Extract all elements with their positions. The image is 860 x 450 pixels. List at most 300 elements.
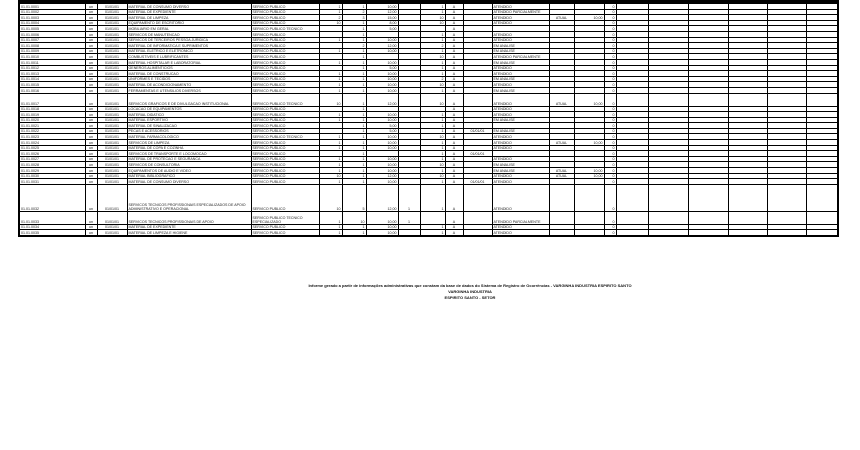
table-cell: A	[445, 230, 463, 236]
table-cell: ATENDIDO PARCIALMENTE	[492, 211, 549, 224]
table-cell: 2	[420, 76, 445, 82]
footer-line-2: VARGINHA INDUSTRIA	[448, 289, 492, 294]
table-cell: 10,00	[366, 179, 398, 185]
table-cell: MATERIAL DE COPA E COZINHA	[127, 145, 251, 151]
table-cell	[463, 211, 492, 224]
table-cell: SERVICO PUBLICO	[251, 48, 319, 54]
table-cell: 10,00	[366, 71, 398, 77]
table-cell: EM ANALISE	[492, 162, 549, 168]
table-cell: 1	[342, 123, 366, 129]
table-cell: 01.01.0018	[19, 106, 85, 112]
table-cell: SERVICOS GRAFICOS E DE DIVULGACAO INSTITUCIONAL	[127, 93, 251, 106]
table-cell: 0	[604, 59, 616, 65]
table-cell	[688, 230, 728, 236]
table-cell: MATERIAL DE LIMPEZA	[127, 15, 251, 21]
table-cell: SERVICO PUBLICO TECNICO ESPECIALIZADO	[251, 211, 319, 224]
table-cell: ATENDIDO	[492, 31, 549, 37]
table-cell: A	[445, 179, 463, 185]
table-cell: ATENDIDO	[492, 82, 549, 88]
table-cell	[648, 184, 688, 211]
table-cell: un	[85, 211, 97, 224]
table-cell: 5,00	[366, 123, 398, 129]
table-cell: 0	[604, 54, 616, 60]
table-cell: 5,00	[366, 26, 398, 32]
table-cell: 0	[604, 112, 616, 118]
table-cell: A	[445, 173, 463, 179]
table-cell: 1	[420, 87, 445, 93]
table-cell: SERVICO PUBLICO	[251, 123, 319, 129]
table-cell: un	[85, 15, 97, 21]
table-cell: 10,00	[366, 145, 398, 151]
table-cell: SERVICO PUBLICO	[251, 162, 319, 168]
table-cell: ATUAL	[549, 168, 574, 174]
table-cell: 10,00	[574, 173, 604, 179]
table-cell: MATERIAL HOSPITALAR E LABORATORIAL	[127, 59, 251, 65]
table-cell: 10,00	[366, 224, 398, 230]
table-cell: A	[445, 82, 463, 88]
table-cell: A	[445, 15, 463, 21]
table-cell	[767, 184, 806, 211]
table-cell: 0	[604, 48, 616, 54]
table-cell	[420, 211, 445, 224]
table-cell: 01/01/01	[97, 76, 127, 82]
table-cell: ATENDIDO	[492, 15, 549, 21]
table-cell: 1	[342, 162, 366, 168]
table-cell	[549, 2, 574, 9]
table-cell: A	[445, 117, 463, 123]
table-cell: 01.01.0010	[19, 54, 85, 60]
table-cell: 0	[604, 173, 616, 179]
table-cell: MATERIAL DE CONSUMO DIVERSO	[127, 2, 251, 9]
table-cell: 1	[319, 156, 342, 162]
table-cell: 10	[420, 20, 445, 26]
table-cell	[806, 211, 838, 224]
table-cell: 1	[420, 117, 445, 123]
table-cell: 0	[604, 224, 616, 230]
table-cell: SERVICO PUBLICO	[251, 31, 319, 37]
table-cell: SERVICO PUBLICO	[251, 184, 319, 211]
footer-line-3: ESPIRITO SANTO - SETOR	[444, 295, 496, 300]
table-cell	[616, 184, 648, 211]
table-cell: FERRAMENTAS E UTENSILIOS DIVERSOS	[127, 87, 251, 93]
table-cell: 01.01.0012	[19, 65, 85, 71]
table-cell: 10,00	[366, 82, 398, 88]
table-cell: un	[85, 82, 97, 88]
table-cell: 1	[319, 224, 342, 230]
table-cell: ATENDIDO	[492, 179, 549, 185]
table-cell: un	[85, 31, 97, 37]
table-cell: 1	[342, 128, 366, 134]
table-cell: 0	[604, 87, 616, 93]
table-cell: 10,00	[366, 2, 398, 9]
table-cell: SERVICO PUBLICO	[251, 43, 319, 49]
table-cell: 1	[319, 87, 342, 93]
table-row	[19, 93, 838, 106]
table-cell: ATENDIDO	[492, 134, 549, 140]
table-cell	[549, 230, 574, 236]
table-cell: ATENDIDO	[492, 156, 549, 162]
table-cell: 01/01/01	[97, 156, 127, 162]
table-cell: 1	[342, 65, 366, 71]
table-cell: 01.01.0032	[19, 184, 85, 211]
table-cell: SERVICO PUBLICO	[251, 230, 319, 236]
table-cell	[616, 93, 648, 106]
table-cell	[728, 93, 767, 106]
table-cell: ATENDIDO PARCIALMENTE	[492, 54, 549, 60]
table-cell: 1	[342, 37, 366, 43]
table-cell: 0	[604, 15, 616, 21]
table-cell: 10,00	[366, 37, 398, 43]
table-cell: un	[85, 168, 97, 174]
table-cell: 01/01/01	[97, 123, 127, 129]
table-cell: 0	[604, 31, 616, 37]
table-cell: A	[445, 128, 463, 134]
table-cell: MATERIAL DIDATICO	[127, 112, 251, 118]
table-cell: 01.01.0031	[19, 179, 85, 185]
table-cell: un	[85, 71, 97, 77]
table-cell: PECAS E ACESSORIOS	[127, 128, 251, 134]
table-cell: 01/01/01	[97, 151, 127, 157]
table-cell: 10	[420, 134, 445, 140]
table-cell: 12,00	[366, 93, 398, 106]
table-cell: 1	[319, 112, 342, 118]
table-cell: 01/01/01	[97, 211, 127, 224]
table-cell: SERVICO PUBLICO	[251, 140, 319, 146]
table-cell: 01.01.0019	[19, 112, 85, 118]
table-cell: 1	[319, 230, 342, 236]
table-cell: MATERIAL DE INFORMATICA E SUPRIMENTOS	[127, 43, 251, 49]
table-cell: A	[445, 76, 463, 82]
table-cell: 12,00	[366, 184, 398, 211]
table-cell	[728, 184, 767, 211]
table-cell	[549, 211, 574, 224]
table-cell: 01/01/01	[97, 112, 127, 118]
table-cell: un	[85, 134, 97, 140]
table-cell: SERVICO PUBLICO	[251, 2, 319, 9]
table-cell: 01.01.0024	[19, 140, 85, 146]
table-cell: 1	[342, 145, 366, 151]
table-cell: un	[85, 54, 97, 60]
table-cell: 0	[604, 184, 616, 211]
table-cell: 1	[420, 128, 445, 134]
table-cell: 1	[420, 112, 445, 118]
table-cell: 1	[342, 48, 366, 54]
table-cell: 0	[604, 140, 616, 146]
table-cell: 10,00	[366, 140, 398, 146]
table-cell: 01.01.0016	[19, 87, 85, 93]
table-cell: un	[85, 128, 97, 134]
table-cell: 1	[342, 2, 366, 9]
table-cell: 10	[420, 54, 445, 60]
table-cell: 01/01/01	[97, 145, 127, 151]
table-cell: 10	[420, 173, 445, 179]
table-cell: 5,00	[366, 128, 398, 134]
table-cell: A	[445, 184, 463, 211]
table-cell: 1	[319, 2, 342, 9]
table-cell: 10	[420, 162, 445, 168]
table-cell: 1	[420, 168, 445, 174]
table-cell: 1	[342, 59, 366, 65]
table-cell: 1	[342, 112, 366, 118]
table-cell: un	[85, 43, 97, 49]
table-cell: 01.01.0034	[19, 224, 85, 230]
table-cell: ATUAL	[549, 93, 574, 106]
table-cell: un	[85, 87, 97, 93]
table-cell: 1	[420, 37, 445, 43]
table-cell: 01.01.0027	[19, 156, 85, 162]
table-cell: 0	[604, 179, 616, 185]
table-cell: 1	[420, 9, 445, 15]
table-cell	[806, 93, 838, 106]
table-cell: 01.01.0003	[19, 15, 85, 21]
table-cell: A	[445, 106, 463, 112]
table-cell: SERVICO PUBLICO	[251, 106, 319, 112]
table-cell: un	[85, 59, 97, 65]
table-cell: 1	[342, 106, 366, 112]
table-cell: SERVICO PUBLICO	[251, 145, 319, 151]
table-cell	[574, 184, 604, 211]
table-cell: A	[445, 87, 463, 93]
table-cell: 01.01.0011	[19, 59, 85, 65]
table-cell: 10,00	[366, 112, 398, 118]
table-cell: A	[445, 140, 463, 146]
table-cell: 0	[604, 2, 616, 9]
table-cell: 01/01/01	[97, 162, 127, 168]
table-cell: 01.01.0008	[19, 43, 85, 49]
table-cell: 12,00	[366, 43, 398, 49]
table-cell: 01.01.0028	[19, 162, 85, 168]
table-cell: 01/01/01	[97, 173, 127, 179]
table-cell: 0	[604, 151, 616, 157]
table-cell: 01/01/01	[97, 179, 127, 185]
table-cell	[574, 211, 604, 224]
table-cell: 01/01/01	[97, 48, 127, 54]
footer-line-1: Informe gerado a partir de informações administrativas que constam da base de dados do Sistema de Registro de Ocorrências - VARGINHA INDUSTRIA ESPIRITO SANTO	[308, 283, 632, 288]
table-cell: 0	[604, 20, 616, 26]
table-cell: 1	[342, 168, 366, 174]
table-cell: 1	[342, 151, 366, 157]
table-cell: 01.01.0033	[19, 211, 85, 224]
table-cell: 0	[604, 76, 616, 82]
table-cell: A	[445, 162, 463, 168]
table-cell: ATENDIDO	[492, 65, 549, 71]
table-cell: SERVICO PUBLICO	[251, 179, 319, 185]
table-cell: 01/01/01	[97, 20, 127, 26]
table-cell: 01/01/01	[97, 134, 127, 140]
table-cell	[728, 211, 767, 224]
table-cell: 01/01/01	[97, 26, 127, 32]
table-cell: 01/01/01	[97, 2, 127, 9]
table-cell: SERVICO PUBLICO	[251, 168, 319, 174]
table-cell: SERVICO PUBLICO	[251, 54, 319, 60]
table-cell: A	[445, 112, 463, 118]
table-cell: SERVICO PUBLICO TECNICO	[251, 134, 319, 140]
table-cell: 10	[319, 20, 342, 26]
table-cell: 01/01/01	[97, 224, 127, 230]
table-cell: MATERIAL ELETRICO E ELETRONICO	[127, 48, 251, 54]
table-cell: 1	[342, 140, 366, 146]
table-cell: 01.01.0017	[19, 93, 85, 106]
table-cell: un	[85, 93, 97, 106]
table-cell: 2	[319, 15, 342, 21]
table-cell: ATENDIDO PARCIALMENTE	[492, 9, 549, 15]
table-cell: ATUAL	[549, 140, 574, 146]
table-cell: A	[445, 48, 463, 54]
table-cell: un	[85, 145, 97, 151]
table-cell: ATENDIDO	[492, 2, 549, 9]
table-cell: 10	[420, 15, 445, 21]
table-cell: 1	[319, 162, 342, 168]
table-row	[19, 2, 838, 9]
table-cell: un	[85, 156, 97, 162]
table-cell: 1	[420, 2, 445, 9]
table-cell: 1	[319, 71, 342, 77]
table-cell: A	[445, 156, 463, 162]
table-cell: ATENDIDO	[492, 112, 549, 118]
table-cell: A	[445, 9, 463, 15]
table-cell: UNIFORMES E TECIDOS	[127, 76, 251, 82]
table-cell: A	[445, 211, 463, 224]
table-cell: ATUAL	[549, 15, 574, 21]
table-cell: 10	[319, 93, 342, 106]
table-cell: un	[85, 123, 97, 129]
table-cell: 01/01/01	[97, 37, 127, 43]
table-cell	[767, 230, 806, 236]
table-cell: EM ANALISE	[492, 43, 549, 49]
table-cell: 10,00	[366, 87, 398, 93]
table-cell: 01.01.0022	[19, 128, 85, 134]
table-cell	[648, 93, 688, 106]
table-cell: SERVICOS TECNICOS PROFISSIONAIS DE APOIO	[127, 211, 251, 224]
table-cell: 01.01.0006	[19, 31, 85, 37]
table-cell: 1	[342, 26, 366, 32]
table-cell	[648, 230, 688, 236]
table-cell: 01/01/01	[97, 168, 127, 174]
table-cell: ATENDIDO	[492, 93, 549, 106]
table-cell: 01/01/01	[97, 106, 127, 112]
table-cell: 1	[342, 134, 366, 140]
table-cell: 1	[420, 59, 445, 65]
table-cell: 12,00	[366, 173, 398, 179]
table-cell: 1	[319, 134, 342, 140]
table-cell: ATENDIDO	[492, 37, 549, 43]
table-cell: 1	[420, 230, 445, 236]
table-cell: 1	[319, 179, 342, 185]
table-cell: SERVICO PUBLICO	[251, 9, 319, 15]
table-cell: EM ANALISE	[492, 117, 549, 123]
table-cell: 10,00	[366, 59, 398, 65]
table-cell	[648, 2, 688, 9]
table-cell	[463, 2, 492, 9]
table-cell: 0	[604, 65, 616, 71]
table-cell: 0	[604, 156, 616, 162]
table-cell	[463, 93, 492, 106]
table-cell: 0	[604, 162, 616, 168]
table-cell: 1	[342, 117, 366, 123]
table-cell: 10,00	[574, 93, 604, 106]
table-cell: A	[445, 59, 463, 65]
table-cell	[806, 2, 838, 9]
table-cell: SERVICO PUBLICO	[251, 87, 319, 93]
table-cell	[574, 230, 604, 236]
table-cell: 01.01.0005	[19, 26, 85, 32]
table-cell: 1	[420, 31, 445, 37]
table-cell	[767, 93, 806, 106]
table-cell: ATENDIDO	[492, 71, 549, 77]
table-cell: A	[445, 168, 463, 174]
table-cell: MATERIAL DE LIMPEZA E HIGIENE	[127, 230, 251, 236]
table-cell: 1	[420, 48, 445, 54]
table-cell	[398, 2, 420, 9]
table-cell	[574, 2, 604, 9]
table-cell: 2	[342, 43, 366, 49]
table-cell: 01/01/01	[97, 31, 127, 37]
table-cell: SERVICO PUBLICO	[251, 71, 319, 77]
table-cell: 0	[604, 134, 616, 140]
table-cell: 1	[319, 48, 342, 54]
table-cell: 1	[342, 173, 366, 179]
table-cell: 01.01.0007	[19, 37, 85, 43]
table-cell: SERVICO PUBLICO	[251, 151, 319, 157]
table-cell: ATENDIDO	[492, 140, 549, 146]
table-cell: MATERIAL DE SINALIZACAO	[127, 123, 251, 129]
table-cell: SERVICO PUBLICO	[251, 156, 319, 162]
table-cell: ATENDIDO	[492, 184, 549, 211]
table-cell: 01/01/01	[463, 128, 492, 134]
table-cell: MATERIAL DE CONSTRUCAO	[127, 71, 251, 77]
table-cell: EQUIPAMENTOS DE AUDIO E VIDEO	[127, 168, 251, 174]
table-cell: 0	[604, 145, 616, 151]
table-cell: 01.01.0023	[19, 134, 85, 140]
table-cell	[463, 230, 492, 236]
table-cell: 01.01.0002	[19, 9, 85, 15]
table-cell: 10	[342, 211, 366, 224]
table-cell: 01/01/01	[97, 128, 127, 134]
table-cell	[688, 2, 728, 9]
table-cell: 01.01.0021	[19, 123, 85, 129]
table-cell: 1	[342, 76, 366, 82]
table-cell: un	[85, 179, 97, 185]
table-cell: un	[85, 2, 97, 9]
spreadsheet-table	[18, 0, 839, 237]
table-cell: 1	[319, 211, 342, 224]
table-cell: 1	[420, 65, 445, 71]
table-cell: 10,00	[366, 168, 398, 174]
table-cell: EM ANALISE	[492, 59, 549, 65]
table-cell: 01/01/01	[97, 59, 127, 65]
table-cell: 1	[420, 123, 445, 129]
table-cell: 2	[342, 9, 366, 15]
table-cell: 1	[319, 117, 342, 123]
table-cell: 01/01/01	[97, 65, 127, 71]
table-cell: ATENDIDO	[492, 173, 549, 179]
table-cell: 01.01.0013	[19, 71, 85, 77]
table-cell: EM ANALISE	[492, 128, 549, 134]
table-cell: 10,00	[366, 211, 398, 224]
table-cell: 1	[319, 168, 342, 174]
table-cell: 1	[342, 31, 366, 37]
table-cell: 1	[420, 151, 445, 157]
table-cell: SERVICOS DE TRANSPORTE E LOCOMOCAO	[127, 151, 251, 157]
table-cell: 3	[342, 15, 366, 21]
table-cell	[616, 2, 648, 9]
table-cell: 1	[319, 140, 342, 146]
table-cell: A	[445, 26, 463, 32]
table-cell: 10,00	[574, 15, 604, 21]
table-cell: 1	[342, 230, 366, 236]
table-cell: ATENDIDO	[492, 230, 549, 236]
table-cell: 1	[342, 54, 366, 60]
